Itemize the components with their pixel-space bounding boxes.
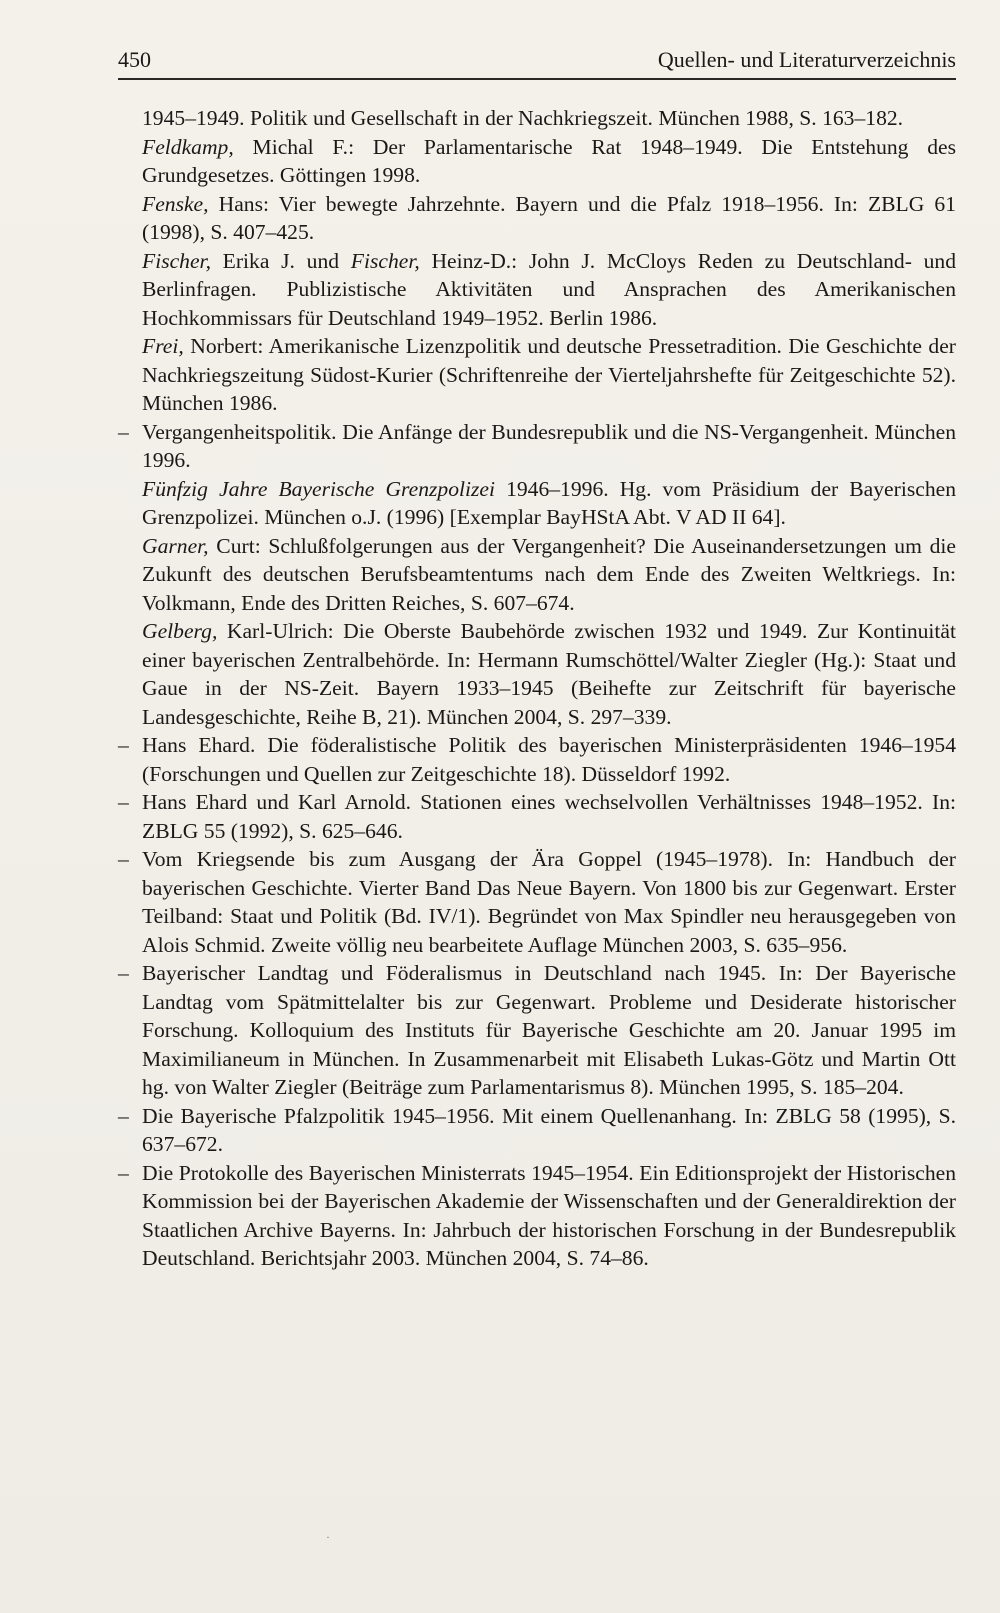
entry-text: 1945–1949. Politik und Gesellschaft in der Nachkriegszeit. München 1988, S. 163–182. <box>142 106 904 130</box>
entry-text: Vom Kriegsende bis zum Ausgang der Ära Goppel (1945–1978). In: Handbuch der bayerischen Geschichte. Vierter Band Das Neue Bayern. Von 1800 bis zur Gegenwart. Erster Teilband: Staat und Politik (Bd. IV/1). Begründet von Max Spindler neu herausgegeben von Alois Schmid. Zweite völlig neu bearbeitete Auflage München 2003, S. 635–956. <box>142 847 956 957</box>
entry-text: Hans: Vier bewegte Jahrzehnte. Bayern und die Pfalz 1918–1956. In: ZBLG 61 (1998), S. 407–425. <box>142 191 956 244</box>
entry-author-second: Fischer, <box>350 248 420 273</box>
bibliography-entry <box>118 332 956 418</box>
same-author-dash: – <box>118 419 129 444</box>
entry-author: Frei, <box>142 334 184 358</box>
entry-author: Fünfzig Jahre Bayerische Grenzpolizei <box>142 476 496 501</box>
bibliography-entry-same-author <box>118 731 956 788</box>
running-title: Quellen- und Literaturverzeichnis <box>657 47 956 72</box>
entry-text: Erika J. und <box>210 248 351 273</box>
bibliography-entry <box>118 190 956 247</box>
same-author-dash: – <box>118 1160 129 1185</box>
entry-text: Hans Ehard. Die föderalistische Politik des bayerischen Ministerpräsidenten 1946–1954 (Forschungen und Quellen zur Zeitgeschichte 18). Düsseldorf 1992. <box>142 733 956 786</box>
bibliography-entry-same-author <box>118 845 956 959</box>
bibliography-entry-same-author <box>118 788 956 845</box>
entry-author: Garner, <box>142 533 209 558</box>
same-author-dash: – <box>118 790 129 814</box>
bibliography-list <box>118 104 956 1273</box>
entry-text: Die Protokolle des Bayerischen Ministerrats 1945–1954. Ein Editionsprojekt der Historischen Kommission bei der Bayerischen Akademie der Wissenschaften und der Generaldirektion der Staatlichen Archive Bayerns. In: Jahrbuch der historischen Forschung in der Bundesrepublik Deutschland. Berichtsjahr 2003. München 2004, S. 74–86. <box>142 1160 956 1270</box>
entry-author: Gelberg, <box>142 619 218 643</box>
entry-text: Curt: Schlußfolgerungen aus der Vergangenheit? Die Auseinandersetzungen um die Zukunft des deutschen Berufsbeamtentums nach dem Ende des Zweiten Weltkriegs. In: Volkmann, Ende des Dritten Reiches, S. 607–674. <box>142 533 956 615</box>
bibliography-entry <box>118 133 956 190</box>
entry-text: Bayerischer Landtag und Föderalismus in Deutschland nach 1945. In: Der Bayerische Landtag vom Spätmittelalter bis zur Gegenwart. Probleme und Desiderate historischer Forschung. Kolloquium des Instituts für Bayerische Geschichte am 20. Januar 1995 im Maximilianeum in München. In Zusammenarbeit mit Elisabeth Lukas-Götz und Martin Ott hg. von Walter Ziegler (Beiträge zum Parlamentarismus 8). München 1995, S. 185–204. <box>142 961 956 1099</box>
scan-speck-mark: · <box>326 1530 330 1544</box>
bibliography-entry <box>118 104 956 133</box>
bibliography-entry <box>118 475 956 532</box>
entry-author: Fischer, <box>142 248 211 273</box>
bibliography-entry <box>118 617 956 731</box>
entry-text: Michal F.: Der Parlamentarische Rat 1948–1949. Die Entstehung des Grundgesetzes. Göttingen 1998. <box>142 134 956 187</box>
entry-text-second: Heinz-D.: John J. McCloys Reden zu Deutschland- und Berlinfragen. Publizistische Aktivitäten und Ansprachen des Amerikanischen Hochkommissars für Deutschland 1949–1952. Berlin 1986. <box>142 248 956 330</box>
same-author-dash: – <box>118 847 129 871</box>
bibliography-entry <box>118 532 956 618</box>
page-header <box>118 42 956 78</box>
entry-text: 1946–1996. Hg. vom Präsidium der Bayerischen Grenzpolizei. München o.J. (1996) [Exemplar BayHStA Abt. V AD II 64]. <box>142 476 956 529</box>
entry-text: Karl-Ulrich: Die Oberste Baubehörde zwischen 1932 und 1949. Zur Kontinuität einer bayerischen Zentralbehörde. In: Hermann Rumschöttel/Walter Ziegler (Hg.): Staat und Gaue in der NS-Zeit. Bayern 1933–1945 (Beihefte zur Zeitschrift für bayerische Landesgeschichte, Reihe B, 21). München 2004, S. 297–339. <box>142 619 956 729</box>
entry-text: Hans Ehard und Karl Arnold. Stationen eines wechselvollen Verhältnisses 1948–1952. In: ZBLG 55 (1992), S. 625–646. <box>142 790 956 843</box>
entry-text: Vergangenheitspolitik. Die Anfänge der Bundesrepublik und die NS-Vergangenheit. München 1996. <box>142 419 956 472</box>
entry-text: Die Bayerische Pfalzpolitik 1945–1956. Mit einem Quellenanhang. In: ZBLG 58 (1995), S. 637–672. <box>142 1103 956 1156</box>
bibliography-entry-same-author <box>118 1159 956 1273</box>
same-author-dash: – <box>118 961 129 985</box>
header-rule <box>118 78 956 80</box>
page-number: 450 <box>118 47 151 72</box>
bibliography-entry-same-author <box>118 959 956 1102</box>
same-author-dash: – <box>118 1103 129 1128</box>
entry-author: Feldkamp, <box>142 134 234 159</box>
entry-text: Norbert: Amerikanische Lizenzpolitik und deutsche Pressetradition. Die Geschichte der Nachkriegszeitung Südost-Kurier (Schriftenreihe der Vierteljahrshefte für Zeitgeschichte 52). München 1986. <box>142 334 956 415</box>
entry-author: Fenske, <box>142 191 209 216</box>
bibliography-entry-same-author <box>118 418 956 475</box>
same-author-dash: – <box>118 733 129 757</box>
bibliography-entry-same-author <box>118 1102 956 1159</box>
bibliography-entry <box>118 247 956 333</box>
